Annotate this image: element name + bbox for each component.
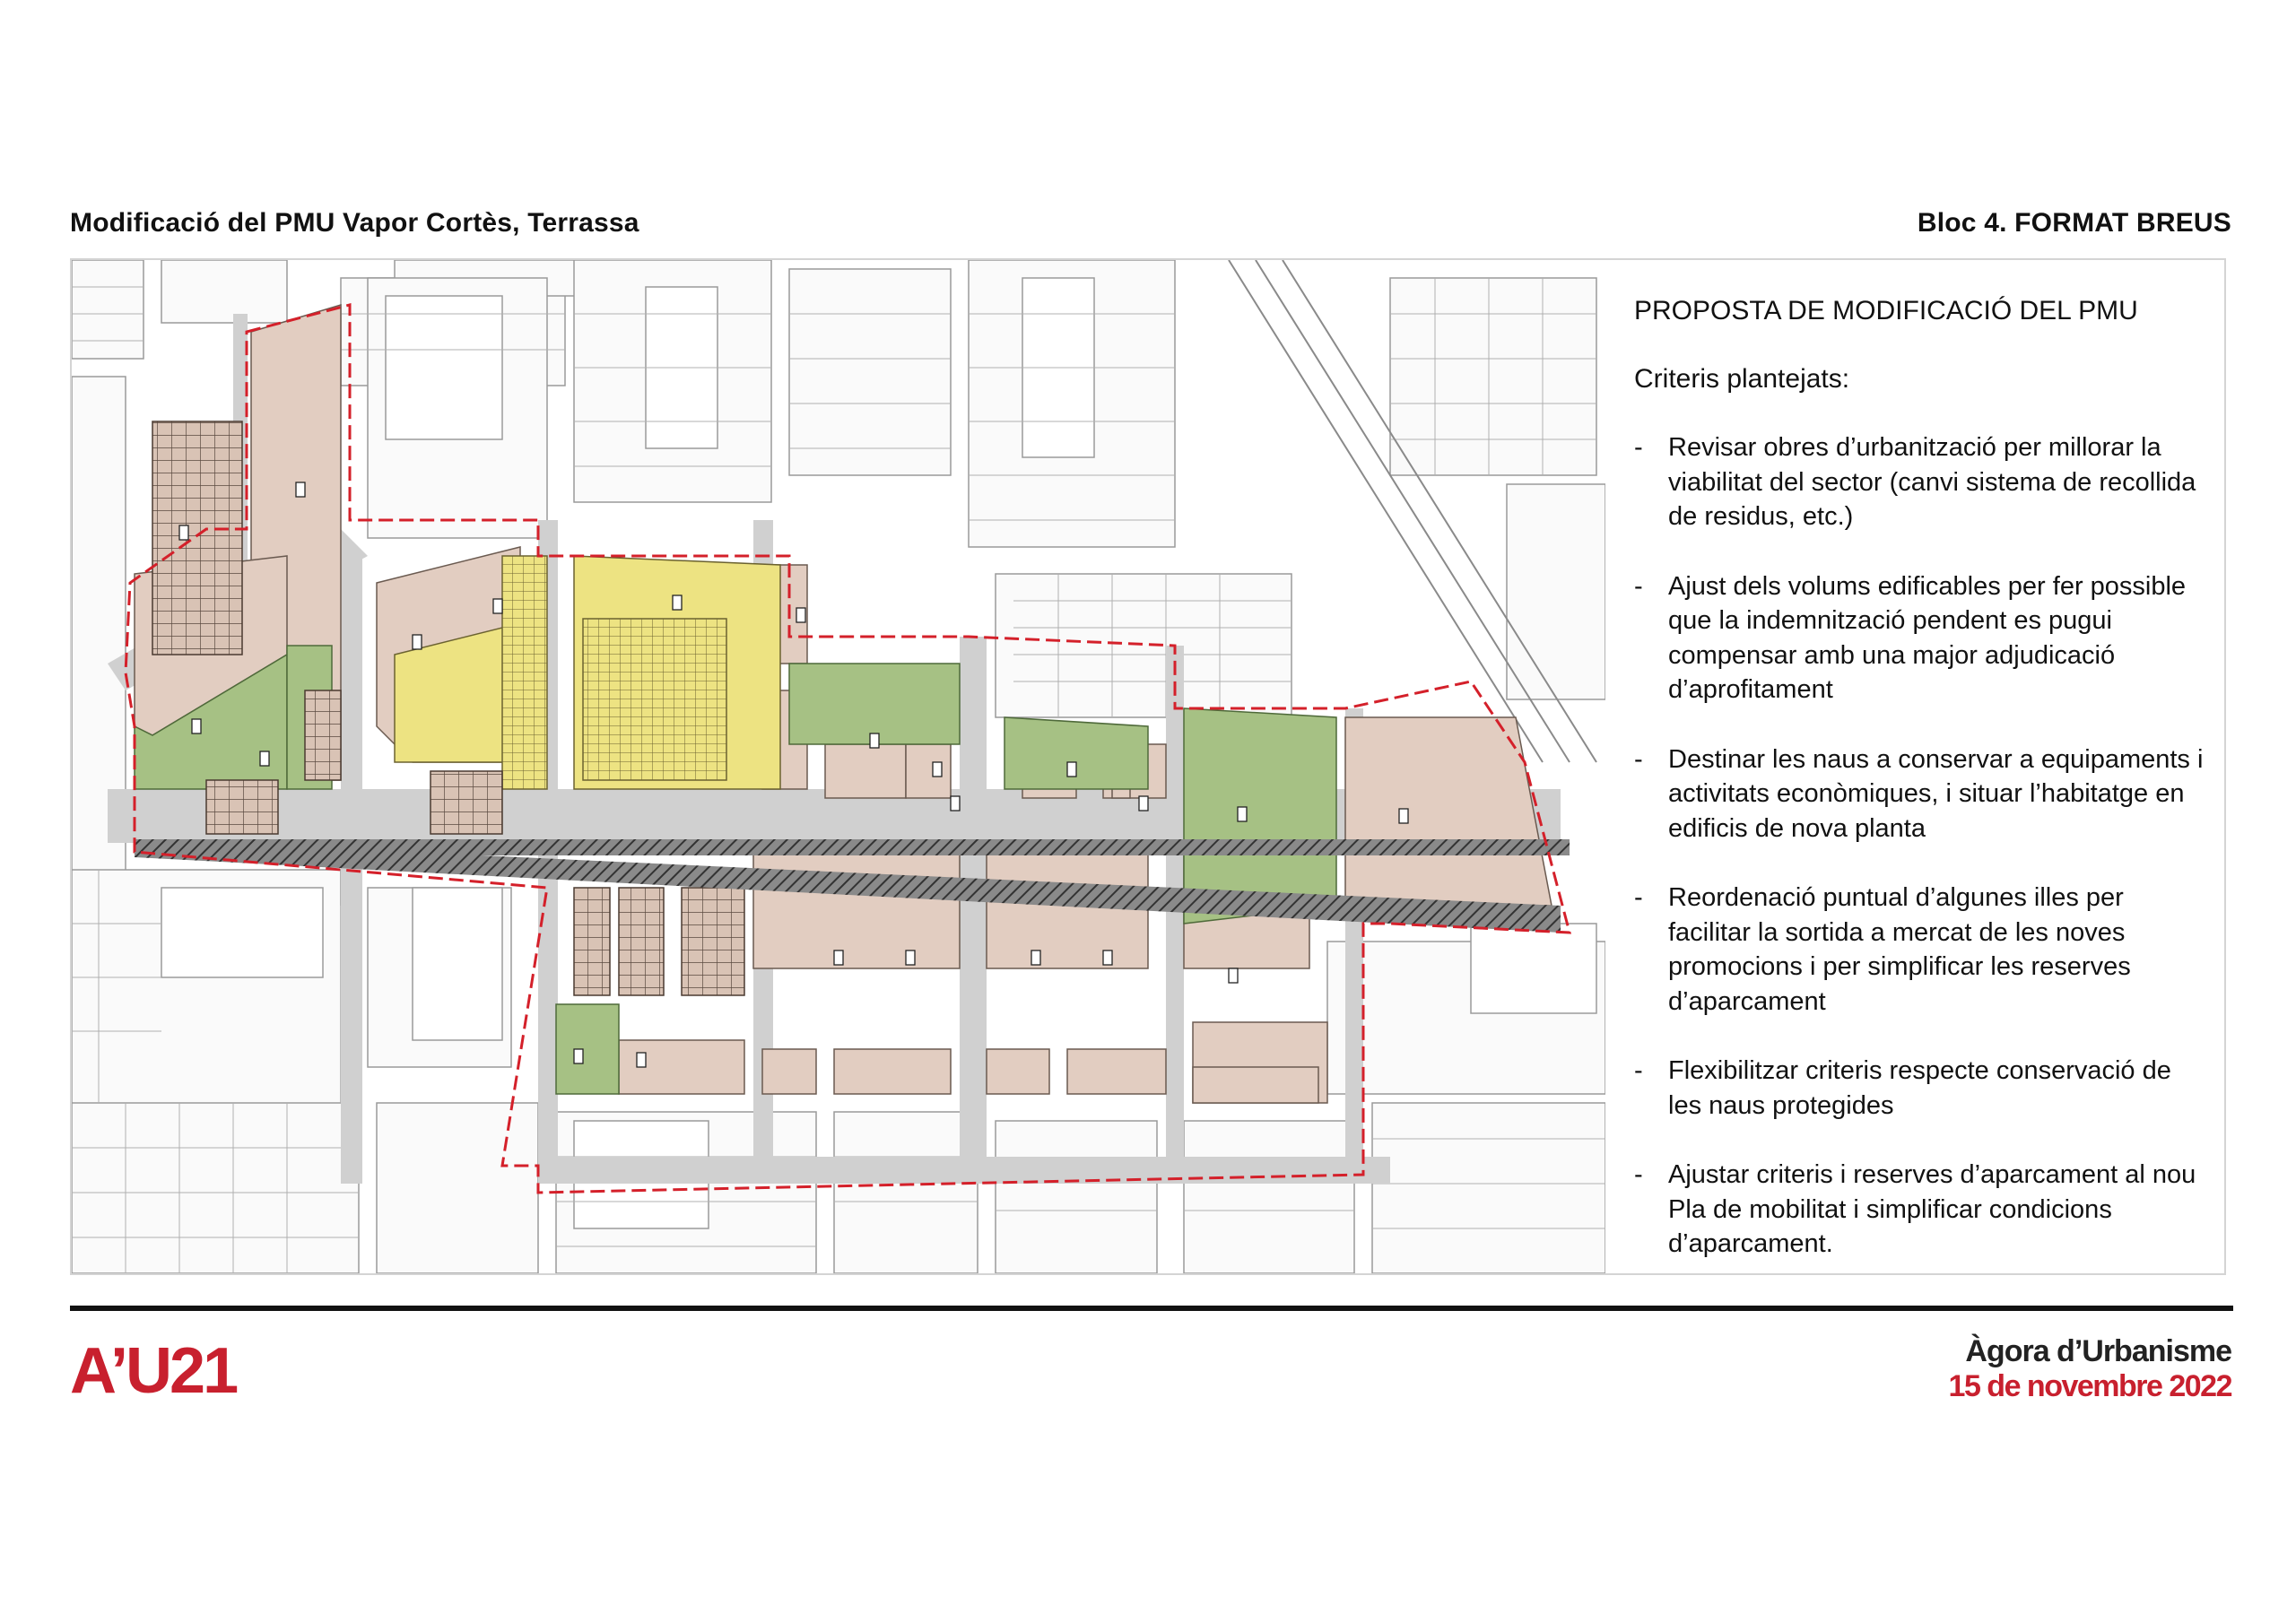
event-date: 15 de novembre 2022: [1948, 1369, 2231, 1403]
plan-map: [70, 258, 1607, 1275]
event-name: Àgora d’Urbanisme: [1965, 1334, 2231, 1368]
criteria-item: - Revisar obres d’urbanització per millorar la viabilitat del sector (canvi sistema de recollida de residus, etc.): [1634, 430, 2208, 534]
event-logo: [1949, 1334, 2231, 1404]
block-title: Bloc 4. FORMAT BREUS: [1917, 208, 2231, 238]
panel-subheading: Criteris plantejats:: [1634, 364, 1850, 394]
urban-plan-map: [72, 260, 1605, 1273]
panel-heading: PROPOSTA DE MODIFICACIÓ DEL PMU: [1634, 296, 2138, 325]
criteria-list: [1634, 430, 2208, 1297]
au21-logo: A’U21: [70, 1335, 237, 1407]
criteria-item: - Reordenació puntual d’algunes illes per facilitar la sortida a mercat de les noves promocions i per simplificar les reserves d’aparcament: [1634, 881, 2208, 1019]
criteria-item: - Flexibilitzar criteris respecte conservació de les naus protegides: [1634, 1054, 2208, 1123]
criteria-item: - Ajustar criteris i reserves d’aparcament al nou Pla de mobilitat i simplificar condicions d’aparcament.: [1634, 1158, 2208, 1262]
proposal-panel: [1605, 258, 2226, 1275]
footer-divider: [70, 1306, 2233, 1311]
criteria-item: - Destinar les naus a conservar a equipaments i activitats econòmiques, i situar l’habitatge en edificis de nova planta: [1634, 742, 2208, 846]
criteria-item: - Ajust dels volums edificables per fer possible que la indemnització pendent es pugui compensar amb una major adjudicació d’aprofitament: [1634, 569, 2208, 707]
page-title: Modificació del PMU Vapor Cortès, Terrassa: [70, 208, 639, 238]
